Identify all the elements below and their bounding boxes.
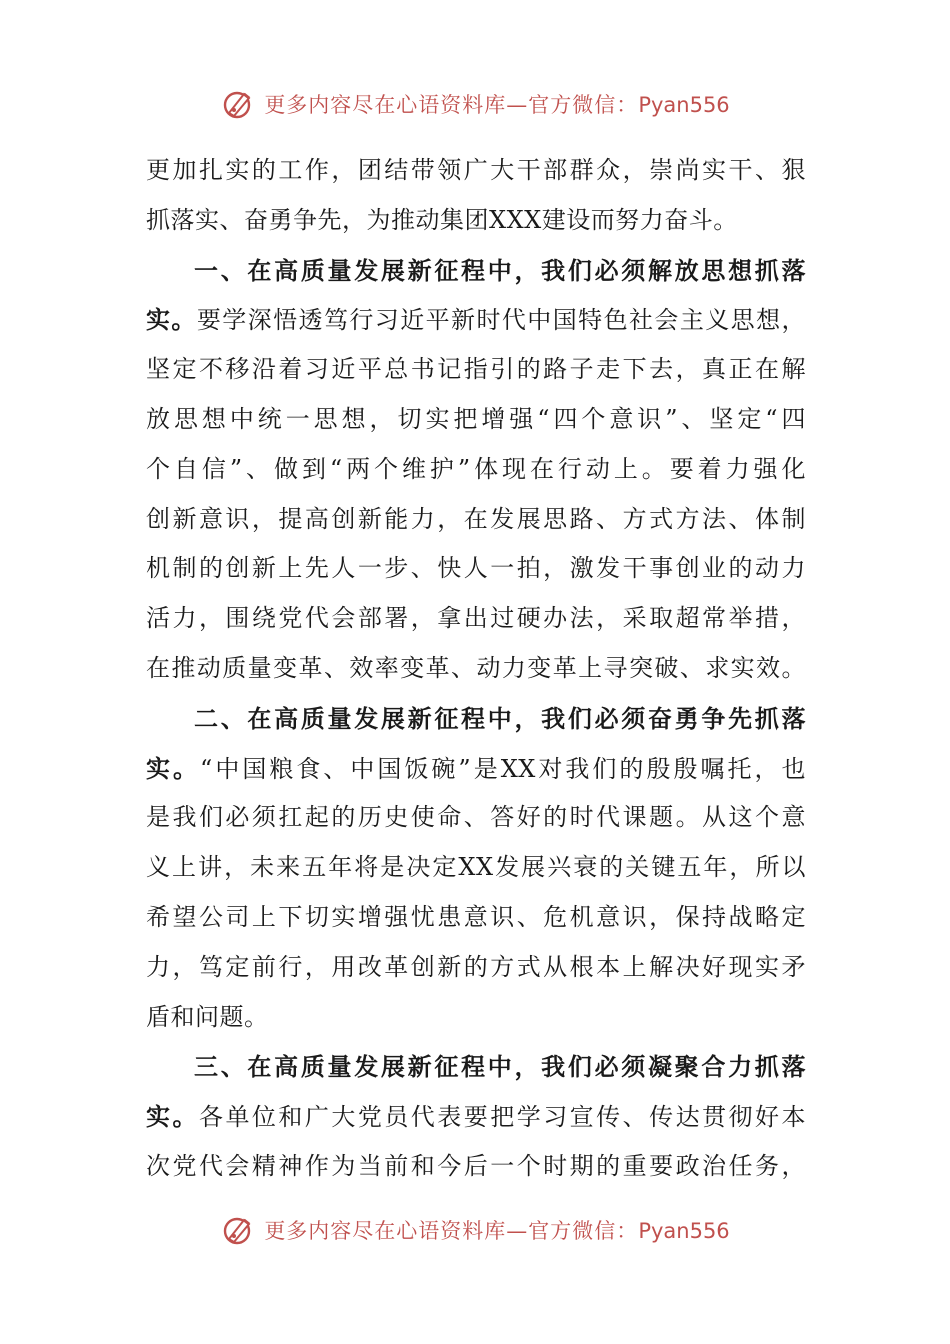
section-heading-1: 一、在高质量发展新征程中，我们必须解放思想抓落 <box>194 255 806 285</box>
section-heading-2: 二、在高质量发展新征程中，我们必须奋勇争先抓落 <box>194 703 806 733</box>
body-line: 机制的创新上先人一步、快人一拍，激发干事创业的动力 <box>146 554 806 583</box>
body-line: 实。“中国粮食、中国饭碗”是XX对我们的殷殷嘱托，也 <box>146 753 806 783</box>
body-line: 义上讲，未来五年将是决定XX发展兴衰的关键五年，所以 <box>146 853 806 882</box>
body-line: 创新意识，提高创新能力，在发展思路、方式方法、体制 <box>146 504 806 533</box>
body-line: 是我们必须扛起的历史使命、答好的时代课题。从这个意 <box>146 803 806 832</box>
header-watermark-text: 更多内容尽在心语资料库—官方微信：Pyan556 <box>264 93 730 117</box>
body-line: 活力，围绕党代会部署，拿出过硬办法，采取超常举措， <box>146 604 806 633</box>
body-line: 抓落实、奋勇争先，为推动集团XXX建设而努力奋斗。 <box>146 205 738 234</box>
body-line: 个自信”、做到“两个维护”体现在行动上。要着力强化 <box>146 454 806 483</box>
pen-nib-circle-icon <box>220 86 256 122</box>
pen-nib-circle-icon <box>220 1212 256 1248</box>
body-line: 盾和问题。 <box>146 1002 269 1031</box>
body-line: 力，笃定前行，用改革创新的方式从根本上解决好现实矛 <box>146 952 806 981</box>
section-heading-3: 三、在高质量发展新征程中，我们必须凝聚合力抓落 <box>194 1052 806 1082</box>
body-line: 希望公司上下切实增强忧患意识、危机意识，保持战略定 <box>146 902 806 931</box>
body-line: 更加扎实的工作，团结带领广大干部群众，崇尚实干、狠 <box>146 156 806 184</box>
body-line: 实。要学深悟透笃行习近平新时代中国特色社会主义思想， <box>146 305 807 335</box>
body-line: 实。各单位和广大党员代表要把学习宣传、传达贯彻好本 <box>146 1102 807 1132</box>
document-body <box>146 146 806 1192</box>
body-line: 放思想中统一思想，切实把增强“四个意识”、坚定“四 <box>146 404 806 433</box>
body-line: 次党代会精神作为当前和今后一个时期的重要政治任务， <box>146 1151 806 1180</box>
body-line: 在推动质量变革、效率变革、动力变革上寻突破、求实效。 <box>146 653 806 682</box>
footer-watermark-text: 更多内容尽在心语资料库—官方微信：Pyan556 <box>264 1219 730 1243</box>
body-line: 坚定不移沿着习近平总书记指引的路子走下去，真正在解 <box>146 355 806 384</box>
header-watermark-banner <box>0 82 950 126</box>
footer-watermark-banner <box>0 1208 950 1252</box>
